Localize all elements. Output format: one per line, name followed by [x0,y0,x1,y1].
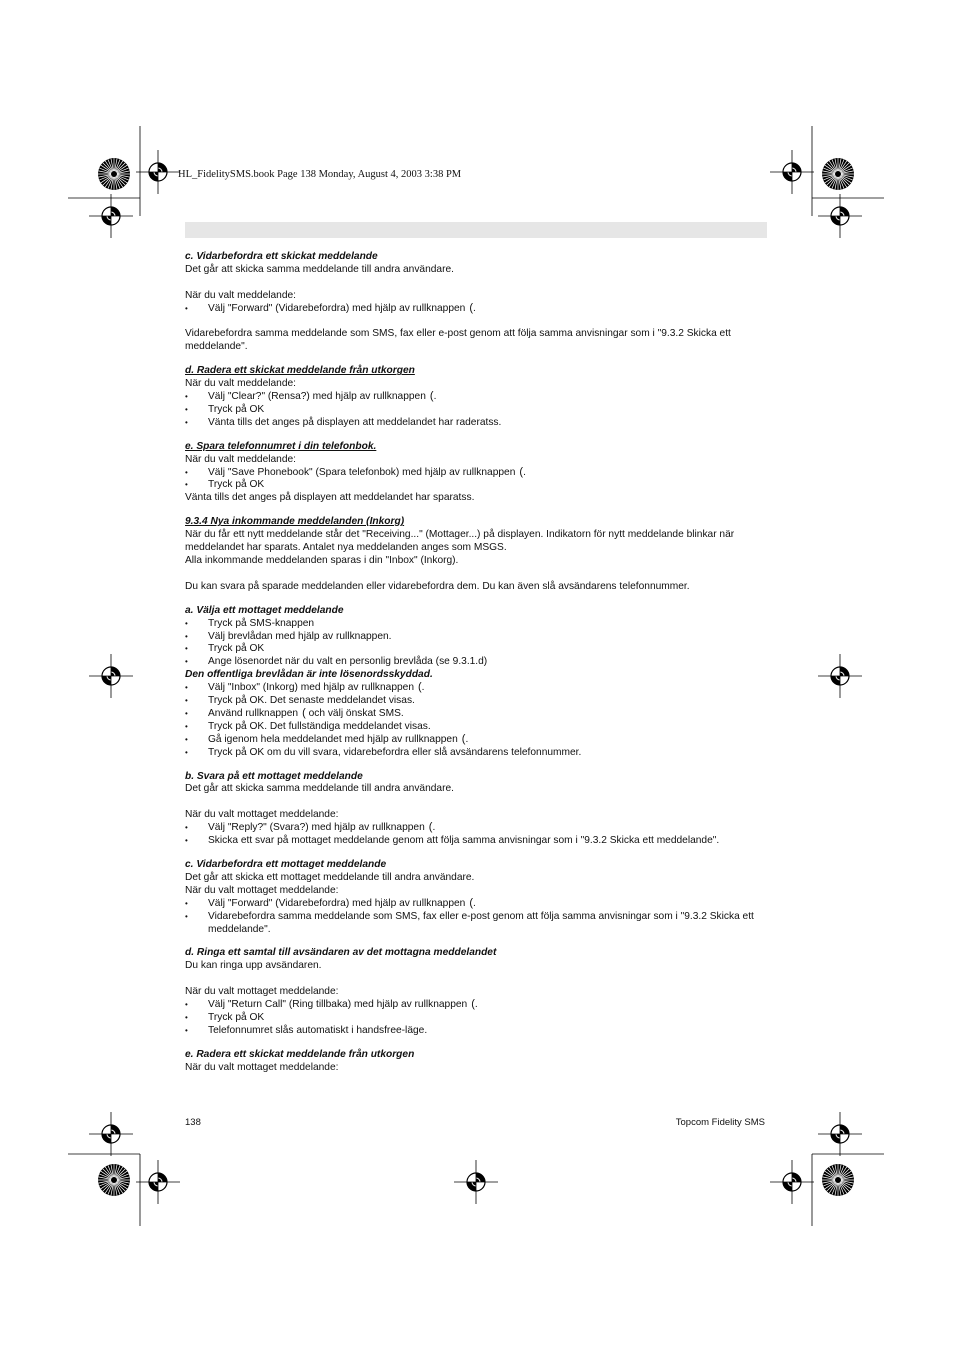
line-text: Vidarebefordra samma meddelande som SMS, fax eller e-post genom att följa samma anvisningar som i "9.3.2 Skicka ett meddelande". [185,328,731,353]
section-heading: d. Ringa ett samtal till avsändaren av det mottagna meddelandet [185,947,497,959]
line-text: När du valt mottaget meddelande: [185,809,339,821]
scroll-wheel-icon: ( [418,681,422,694]
line-text: Du kan ringa upp avsändaren. [185,960,322,972]
section-heading: d. Radera ett skickat meddelande från utkorgen [185,365,415,377]
line-text: Vänta tills det anges på displayen att meddelandet har raderatss. [208,416,502,428]
line-text: Välj "Save Phonebook" (Spara telefonbok) med hjälp av rullknappen [208,466,516,478]
line-tail: . [474,999,478,1011]
line-text: Välj "Forward" (Vidarebefordra) med hjälp av rullknappen [208,302,466,314]
line-text: Använd rullknappen [208,707,299,719]
section-heading: c. Vidarbefordra ett mottaget meddelande [185,859,387,870]
line-tail: . [523,466,526,478]
section-heading: e. Spara telefonnumret i din telefonbok. [185,440,377,452]
line-text: Det går att skicka ett mottaget meddelande till andra användare. [185,871,475,883]
line-text: När du valt meddelande: [185,289,296,301]
footer-product-name: Topcom Fidelity SMS [675,1117,765,1128]
line-tail: . [473,302,476,314]
line-text: Välj "Clear?" (Rensa?) med hjälp av rullknappen [208,391,426,403]
line-text: Tryck på OK om du vill svara, vidarebefordra eller slå avsändarens telefonnummer. [208,746,582,758]
line-tail: . [432,822,436,834]
section-heading: e. Radera ett skickat meddelande från utkorgen [185,1048,415,1060]
line-text: Du kan svara på sparade meddelanden eller vidarebefordra dem. Du kan även slå avsändarens telefonnummer. [185,580,690,592]
line-text: Tryck på OK [208,1011,265,1023]
line-text: Telefonnumret slås automatiskt i handsfree-läge. [208,1024,428,1036]
section-heading: b. Svara på ett mottaget meddelande [185,770,363,782]
line-text: Välj brevlådan med hjälp av rullknappen. [208,630,392,642]
line-text: När du får ett nytt meddelande står det "Receiving..." (Mottager...) på displayen. Indikatorn för nytt meddelande blinkar när meddelandet har sparats. Antalet nya meddelanden anges som MSGS. [185,529,735,554]
line-text: Skicka ett svar på mottaget meddelande genom att följa samma anvisningar som i "9.3.2 Skicka ett meddelande". [208,835,720,847]
line-text: Välj "Reply?" (Svara?) med hjälp av rullknappen [208,822,425,834]
scroll-wheel-icon: ( [469,301,474,314]
line-text: Tryck på OK [208,643,265,655]
line-text: Den offentliga brevlådan är inte lösenordsskyddad. [185,669,433,681]
scroll-wheel-icon: ( [429,390,434,403]
line-text: Det går att skicka samma meddelande till andra användare. [185,263,454,275]
line-tail: . [465,733,469,745]
section-heading: 9.3.4 Nya inkommande meddelanden (Inkorg) [185,516,405,528]
line-text: När du valt meddelande: [185,453,296,465]
line-tail: . [433,391,437,403]
line-text: Välj "Return Call" (Ring tillbaka) med hjälp av rullknappen [208,999,468,1011]
line-text: Gå igenom hela meddelandet med hjälp av rullknappen [208,733,458,745]
line-tail: . [421,682,425,694]
line-text: Tryck på OK [208,403,265,415]
line-text: Vidarebefordra samma meddelande som SMS, fax eller e-post genom att följa samma anvisningar som i "9.3.2 Skicka ett meddelande". [208,910,754,935]
line-text: Välj "Forward" (Vidarebefordra) med hjälp av rullknappen [208,897,466,909]
scroll-wheel-icon: ( [461,732,466,745]
line-tail: och välj önskat SMS. [305,707,404,719]
line-text: Det går att skicka samma meddelande till andra användare. [185,783,454,795]
line-text: Vänta tills det anges på displayen att meddelandet har sparatss. [185,492,475,504]
line-text: Välj "Inbox" (Inkorg) med hjälp av rullknappen [208,682,414,694]
line-text: Alla inkommande meddelanden sparas i din "Inbox" (Inkorg). [185,555,459,566]
line-text: Tryck på SMS-knappen [208,617,315,629]
line-text: Tryck på OK. Det fullständiga meddelandet visas. [208,720,431,732]
line-text: När du valt mottaget meddelande: [185,884,339,896]
line-text: Tryck på OK. Det senaste meddelandet visas. [208,695,415,707]
scroll-wheel-icon: ( [469,896,474,909]
line-text: När du valt meddelande: [185,378,296,390]
scroll-wheel-icon: ( [302,706,306,719]
scroll-wheel-icon: ( [428,821,433,834]
line-text: Tryck på OK [208,479,265,491]
section-heading: c. Vidarbefordra ett skickat meddelande [185,251,378,262]
line-tail: . [473,897,476,909]
line-text: När du valt mottaget meddelande: [185,986,339,998]
scroll-wheel-icon: ( [471,998,475,1011]
print-header: HL_FidelitySMS.book Page 138 Monday, August 4, 2003 3:38 PM [178,169,462,180]
section-heading: a. Välja ett mottaget meddelande [185,604,344,616]
line-text: Ange lösenordet när du valt en personlig brevlåda (se 9.3.1.d) [208,656,488,668]
page-number: 138 [185,1117,201,1128]
scroll-wheel-icon: ( [519,465,524,478]
line-text: När du valt mottaget meddelande: [185,1061,339,1073]
